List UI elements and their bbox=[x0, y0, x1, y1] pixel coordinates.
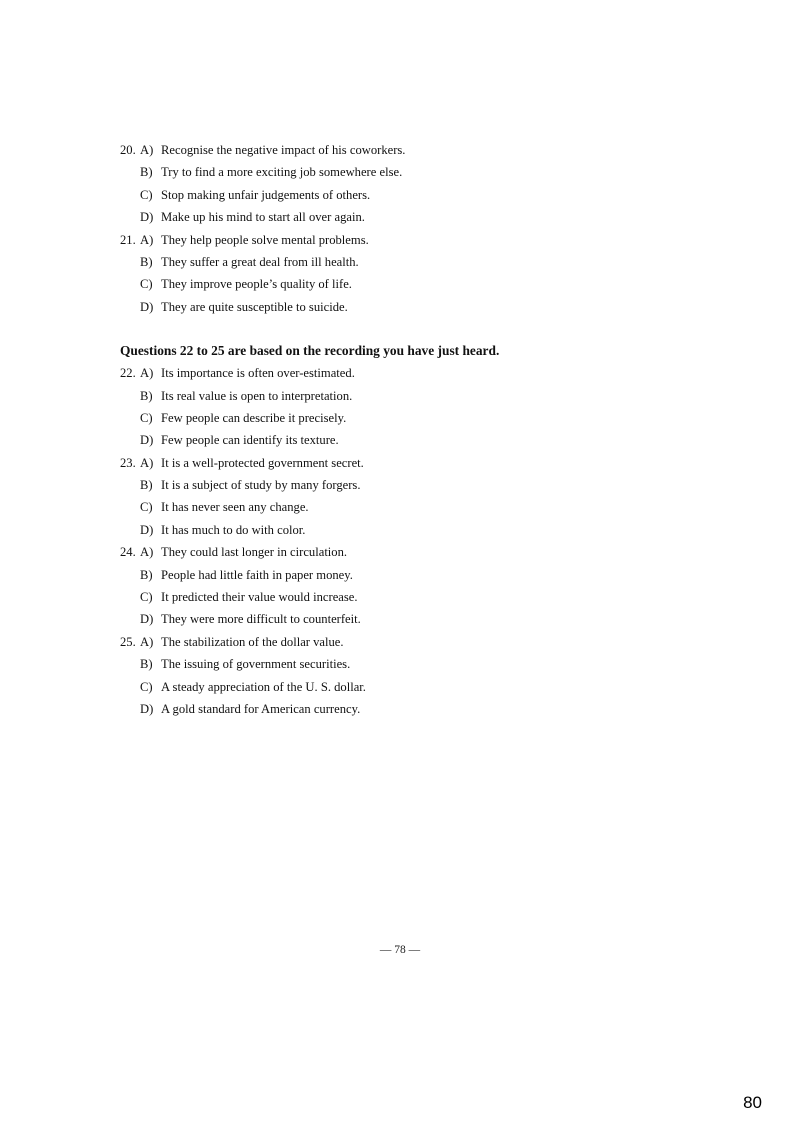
option-letter: A) bbox=[140, 143, 154, 157]
answer-option bbox=[120, 362, 720, 384]
option-letter: B) bbox=[140, 567, 153, 582]
option-text: The issuing of government securities. bbox=[161, 657, 351, 672]
answer-option bbox=[120, 653, 720, 675]
option-letter: B) bbox=[140, 478, 153, 493]
question-block bbox=[120, 139, 720, 229]
question-number: 21. bbox=[120, 232, 136, 247]
answer-option bbox=[120, 385, 720, 407]
option-letter: D) bbox=[140, 701, 154, 716]
option-text: They are quite susceptible to suicide. bbox=[161, 299, 348, 314]
option-letter: C) bbox=[140, 500, 153, 515]
answer-option bbox=[120, 452, 720, 474]
option-text: They suffer a great deal from ill health. bbox=[161, 254, 359, 269]
option-text: Few people can identify its texture. bbox=[161, 433, 339, 448]
answer-option bbox=[120, 251, 720, 273]
option-letter: A) bbox=[140, 634, 154, 649]
option-letter: C) bbox=[140, 277, 153, 292]
option-text: Try to find a more exciting job somewhere else. bbox=[161, 165, 403, 180]
section-heading: Questions 22 to 25 are based on the recording you have just heard. bbox=[120, 343, 500, 359]
option-letter: A) bbox=[140, 455, 154, 470]
answer-option bbox=[120, 474, 720, 496]
option-text: A gold standard for American currency. bbox=[161, 701, 361, 716]
option-text: Few people can describe it precisely. bbox=[161, 410, 347, 425]
answer-option bbox=[120, 608, 720, 630]
answer-option bbox=[120, 273, 720, 295]
corner-page-number: 80 bbox=[743, 1093, 762, 1112]
option-letter: A) bbox=[140, 366, 154, 381]
option-text: It is a well-protected government secret. bbox=[161, 455, 364, 470]
answer-option bbox=[120, 206, 720, 228]
question-block bbox=[120, 229, 720, 319]
option-text: It has never seen any change. bbox=[161, 500, 309, 515]
answer-option bbox=[120, 139, 720, 161]
answer-option bbox=[120, 698, 720, 720]
option-letter: C) bbox=[140, 679, 153, 694]
answer-option bbox=[120, 161, 720, 183]
answer-option bbox=[120, 519, 720, 541]
exam-content bbox=[120, 139, 720, 720]
answer-option bbox=[120, 407, 720, 429]
option-letter: C) bbox=[140, 590, 153, 605]
question-number: 25. bbox=[120, 634, 136, 649]
option-text: They improve people’s quality of life. bbox=[161, 277, 352, 292]
answer-option bbox=[120, 564, 720, 586]
option-text: Make up his mind to start all over again. bbox=[161, 210, 365, 225]
option-letter: B) bbox=[140, 388, 153, 403]
option-text: They could last longer in circulation. bbox=[161, 545, 348, 560]
option-letter: C) bbox=[140, 187, 153, 202]
question-number: 24. bbox=[120, 545, 136, 560]
option-text: Its real value is open to interpretation. bbox=[161, 388, 353, 403]
option-letter: A) bbox=[140, 232, 154, 247]
question-number: 20. bbox=[120, 143, 136, 157]
question-number: 23. bbox=[120, 455, 136, 470]
option-text: Its importance is often over-estimated. bbox=[161, 366, 355, 381]
option-text: They were more difficult to counterfeit. bbox=[161, 612, 361, 627]
option-text: It predicted their value would increase. bbox=[161, 590, 358, 605]
answer-option bbox=[120, 296, 720, 318]
question-block bbox=[120, 631, 720, 721]
option-letter: B) bbox=[140, 165, 153, 180]
answer-option bbox=[120, 184, 720, 206]
option-text: Stop making unfair judgements of others. bbox=[161, 187, 371, 202]
option-text: The stabilization of the dollar value. bbox=[161, 634, 344, 649]
option-letter: D) bbox=[140, 612, 154, 627]
answer-option bbox=[120, 631, 720, 653]
option-text: People had little faith in paper money. bbox=[161, 567, 353, 582]
option-text: They help people solve mental problems. bbox=[161, 232, 369, 247]
option-text: Recognise the negative impact of his coworkers. bbox=[161, 143, 406, 157]
option-letter: B) bbox=[140, 657, 153, 672]
option-text: A steady appreciation of the U. S. dollar. bbox=[161, 679, 366, 694]
question-block bbox=[120, 362, 720, 452]
answer-option bbox=[120, 429, 720, 451]
answer-option bbox=[120, 496, 720, 518]
page-number: — 78 — bbox=[379, 944, 421, 956]
question-number: 22. bbox=[120, 366, 136, 381]
option-letter: C) bbox=[140, 410, 153, 425]
answer-option bbox=[120, 586, 720, 608]
question-block bbox=[120, 452, 720, 542]
answer-option bbox=[120, 676, 720, 698]
option-letter: A) bbox=[140, 545, 154, 560]
option-letter: D) bbox=[140, 433, 154, 448]
answer-option bbox=[120, 541, 720, 563]
option-letter: D) bbox=[140, 210, 154, 225]
answer-option bbox=[120, 229, 720, 251]
option-text: It has much to do with color. bbox=[161, 522, 306, 537]
option-letter: B) bbox=[140, 254, 153, 269]
option-letter: D) bbox=[140, 299, 154, 314]
option-text: It is a subject of study by many forgers. bbox=[161, 478, 361, 493]
question-block bbox=[120, 541, 720, 631]
option-letter: D) bbox=[140, 522, 154, 537]
